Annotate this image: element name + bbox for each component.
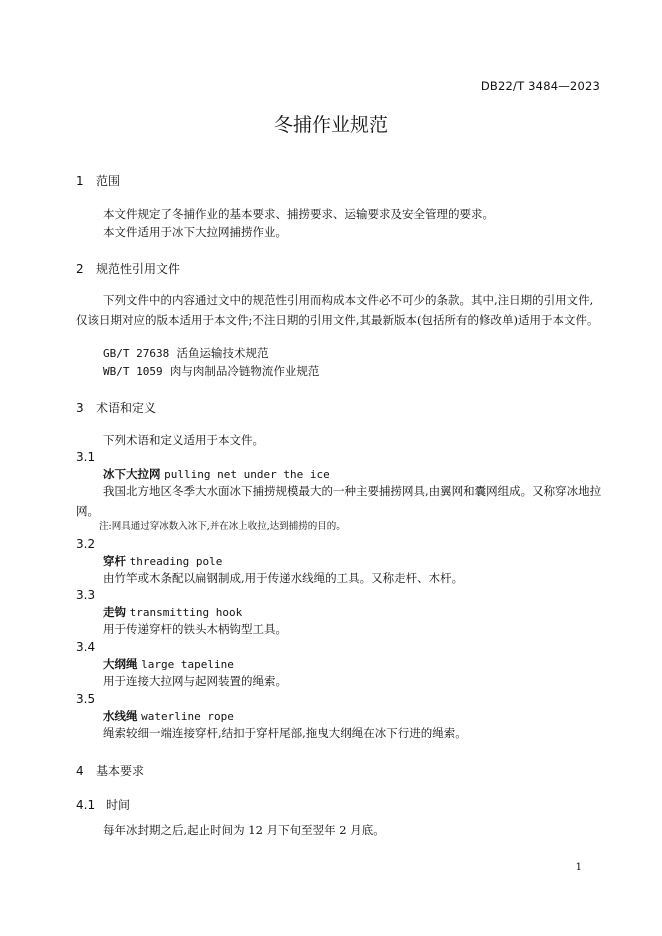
- section-number: 3: [76, 401, 84, 415]
- term-definition: 我国北方地区冬季大水面冰下捕捞规模最大的一种主要捕捞网具,由翼网和囊网组成。又称穿冰地拉网。: [76, 484, 602, 518]
- term-title: [103, 708, 234, 724]
- subsection-title: 时间: [106, 798, 131, 812]
- term-title: [103, 553, 222, 569]
- section-title: 术语和定义: [96, 401, 157, 415]
- reference-code: WB/T 1059: [103, 365, 163, 378]
- reference-name: 肉与肉制品冷链物流作业规范: [169, 364, 320, 378]
- note: 注:网具通过穿冰数入冰下,并在冰上收拉,达到捕捞的目的。: [99, 521, 346, 532]
- section-number: 2: [76, 262, 84, 276]
- term-definition: 用于传递穿杆的铁头木柄钩型工具。: [103, 622, 287, 636]
- section-title: 基本要求: [96, 764, 145, 778]
- reference-name: 活鱼运输技术规范: [176, 346, 269, 360]
- section-title: 范围: [96, 174, 121, 188]
- section-1-heading: [76, 172, 120, 189]
- section-number: 4: [76, 764, 84, 778]
- term-definition: 由竹竿或木条配以扁钢制成,用于传递水线绳的工具。又称走杆、木杆。: [103, 571, 464, 585]
- paragraph: 本文件规定了冬捕作业的基本要求、捕捞要求、运输要求及安全管理的要求。: [103, 207, 494, 221]
- reference-code: GB/T 27638: [103, 347, 170, 360]
- standard-number: DB22/T 3484—2023: [480, 79, 600, 93]
- section-number: 1: [76, 174, 84, 188]
- term-title: [103, 656, 234, 672]
- term-en: pulling net under the ice: [164, 468, 330, 481]
- term-en: transmitting hook: [129, 606, 243, 619]
- term-en: large tapeline: [141, 658, 234, 671]
- term-number: 3.3: [76, 588, 96, 602]
- term-number: 3.4: [76, 640, 96, 654]
- term-zh: 走钩: [103, 605, 126, 619]
- document-title: 冬捕作业规范: [273, 114, 388, 136]
- term-en: waterline rope: [141, 710, 234, 723]
- subsection-4-1-heading: [76, 796, 130, 813]
- paragraph: 下列文件中的内容通过文中的规范性引用而构成本文件必不可少的条款。其中,注日期的引用文件,仅该日期对应的版本适用于本文件;不注日期的引用文件,其最新版本(包括所有的修改单)适用于本文件。: [76, 293, 599, 327]
- page-number: 1: [575, 862, 582, 873]
- section-2-heading: [76, 260, 180, 277]
- reference-item: [103, 363, 319, 379]
- term-number: 3.1: [76, 450, 96, 464]
- term-number: 3.2: [76, 537, 96, 551]
- term-zh: 大纲绳: [103, 657, 138, 671]
- subsection-number: 4.1: [76, 798, 96, 812]
- paragraph: 本文件适用于冰下大拉网捕捞作业。: [103, 225, 287, 239]
- term-title: [103, 466, 330, 482]
- term-title: [103, 604, 242, 620]
- section-title: 规范性引用文件: [96, 262, 181, 276]
- term-definition: 用于连接大拉网与起网装置的绳索。: [103, 674, 287, 688]
- section-4-heading: [76, 762, 144, 779]
- term-zh: 水线绳: [103, 709, 138, 723]
- paragraph: 下列术语和定义适用于本文件。: [103, 433, 264, 447]
- term-definition: 绳索较细一端连接穿杆,结扣于穿杆尾部,拖曳大纲绳在冰下行进的绳索。: [103, 726, 467, 740]
- term-number: 3.5: [76, 692, 96, 706]
- reference-item: [103, 345, 269, 361]
- term-zh: 穿杆: [103, 554, 126, 568]
- term-zh: 冰下大拉网: [103, 467, 161, 481]
- section-3-heading: [76, 399, 156, 416]
- term-en: threading pole: [129, 555, 223, 568]
- paragraph: 每年冰封期之后,起止时间为 12 月下旬至翌年 2 月底。: [103, 823, 385, 837]
